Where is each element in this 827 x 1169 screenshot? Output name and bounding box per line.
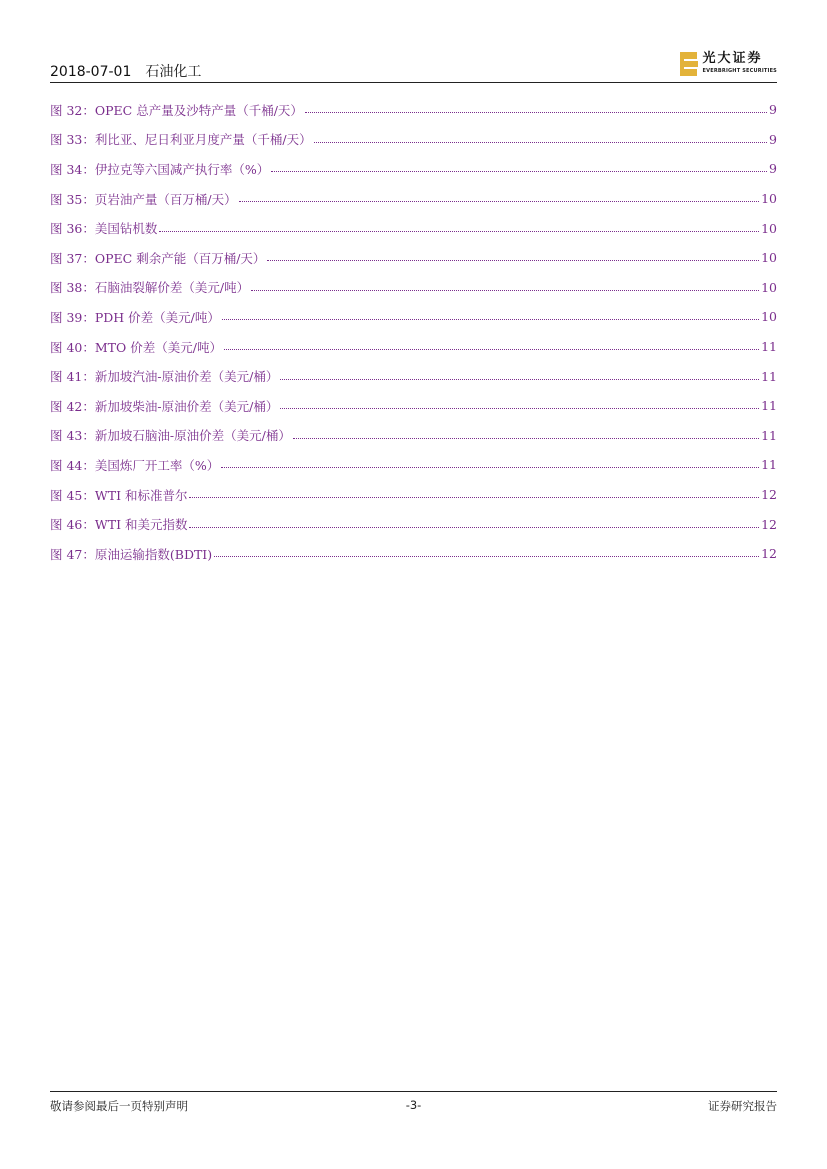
toc-entry-fig37[interactable] xyxy=(50,243,777,273)
toc-page-number: 9 xyxy=(769,102,777,118)
toc-entry-fig44[interactable] xyxy=(50,450,777,480)
toc-page-number: 12 xyxy=(761,516,777,532)
dot-leader xyxy=(214,556,759,557)
toc-entry-fig45[interactable] xyxy=(50,480,777,510)
dot-leader xyxy=(224,349,759,350)
toc-page-number: 11 xyxy=(761,339,777,355)
toc-entry-fig46[interactable] xyxy=(50,509,777,539)
page-header xyxy=(50,52,777,83)
toc-page-number: 10 xyxy=(761,279,777,295)
footer-page-number: -3- xyxy=(405,1098,422,1112)
toc-entry-fig34[interactable] xyxy=(50,154,777,184)
toc-label: 图 46：WTI 和美元指数 xyxy=(50,517,188,533)
toc-entry-fig33[interactable] xyxy=(50,125,777,155)
toc-page-number: 10 xyxy=(761,250,777,266)
toc-label: 图 39：PDH 价差（美元/吨） xyxy=(50,309,220,325)
toc-label: 图 38：石脑油裂解价差（美元/吨） xyxy=(50,280,250,296)
dot-leader xyxy=(221,467,759,468)
dot-leader xyxy=(280,408,759,409)
dot-leader xyxy=(222,319,759,320)
toc-label: 图 40：MTO 价差（美元/吨） xyxy=(50,339,222,355)
dot-leader xyxy=(314,142,767,143)
footer-disclaimer: 敬请参阅最后一页特别声明 xyxy=(50,1099,188,1113)
logo-text xyxy=(703,52,777,74)
toc-label: 图 44：美国炼厂开工率（%） xyxy=(50,457,220,473)
dot-leader xyxy=(189,527,759,528)
toc-page-number: 10 xyxy=(761,309,777,325)
toc-label: 图 33：利比亚、尼日利亚月度产量（千桶/天） xyxy=(50,132,312,148)
toc-label: 图 36：美国钻机数 xyxy=(50,221,158,237)
toc-entry-fig35[interactable] xyxy=(50,184,777,214)
toc-page-number: 9 xyxy=(769,161,777,177)
dot-leader xyxy=(159,231,759,232)
toc-label: 图 41：新加坡汽油-原油价差（美元/桶） xyxy=(50,369,279,385)
toc-label: 图 47：原油运输指数(BDTI) xyxy=(50,546,213,562)
toc-page-number: 12 xyxy=(761,546,777,562)
company-logo xyxy=(680,52,777,78)
toc-page-number: 10 xyxy=(761,220,777,236)
toc-label: 图 35：页岩油产量（百万桶/天） xyxy=(50,191,237,207)
dot-leader xyxy=(293,438,759,439)
report-sector: 石油化工 xyxy=(145,64,202,80)
dot-leader xyxy=(239,201,760,202)
everbright-logo-icon xyxy=(680,52,698,76)
toc-entry-fig39[interactable] xyxy=(50,302,777,332)
dot-leader xyxy=(271,171,767,172)
toc-label: 图 42：新加坡柴油-原油价差（美元/桶） xyxy=(50,398,279,414)
page-footer xyxy=(50,1091,777,1122)
toc-page-number: 11 xyxy=(761,368,777,384)
toc-label: 图 34：伊拉克等六国减产执行率（%） xyxy=(50,161,270,177)
toc-label: 图 37：OPEC 剩余产能（百万桶/天） xyxy=(50,250,266,266)
toc-label: 图 45：WTI 和标准普尔 xyxy=(50,487,188,503)
logo-en: EVERBRIGHT SECURITIES xyxy=(702,68,777,74)
toc-entry-fig42[interactable] xyxy=(50,391,777,421)
toc-label: 图 43：新加坡石脑油-原油价差（美元/桶） xyxy=(50,428,291,444)
logo-cn: 光大证券 xyxy=(702,51,763,66)
toc-entry-fig36[interactable] xyxy=(50,213,777,243)
toc-page-number: 10 xyxy=(761,191,777,207)
toc-page-number: 12 xyxy=(761,487,777,503)
toc-page-number: 11 xyxy=(761,398,777,414)
toc-entry-fig32[interactable] xyxy=(50,95,777,125)
toc-entry-fig40[interactable] xyxy=(50,332,777,362)
header-info xyxy=(50,61,201,81)
toc-page-number: 11 xyxy=(761,457,777,473)
dot-leader xyxy=(305,112,767,113)
toc-entry-fig47[interactable] xyxy=(50,539,777,569)
dot-leader xyxy=(267,260,759,261)
toc-label: 图 32：OPEC 总产量及沙特产量（千桶/天） xyxy=(50,102,303,118)
toc-page-number: 9 xyxy=(769,131,777,147)
toc-entry-fig38[interactable] xyxy=(50,273,777,303)
dot-leader xyxy=(251,290,759,291)
toc-entry-fig43[interactable] xyxy=(50,421,777,451)
dot-leader xyxy=(280,379,759,380)
figure-list xyxy=(50,95,777,569)
dot-leader xyxy=(189,497,759,498)
report-date: 2018-07-01 xyxy=(50,64,132,80)
footer-report-type: 证券研究报告 xyxy=(708,1099,777,1113)
toc-page-number: 11 xyxy=(761,427,777,443)
toc-entry-fig41[interactable] xyxy=(50,361,777,391)
